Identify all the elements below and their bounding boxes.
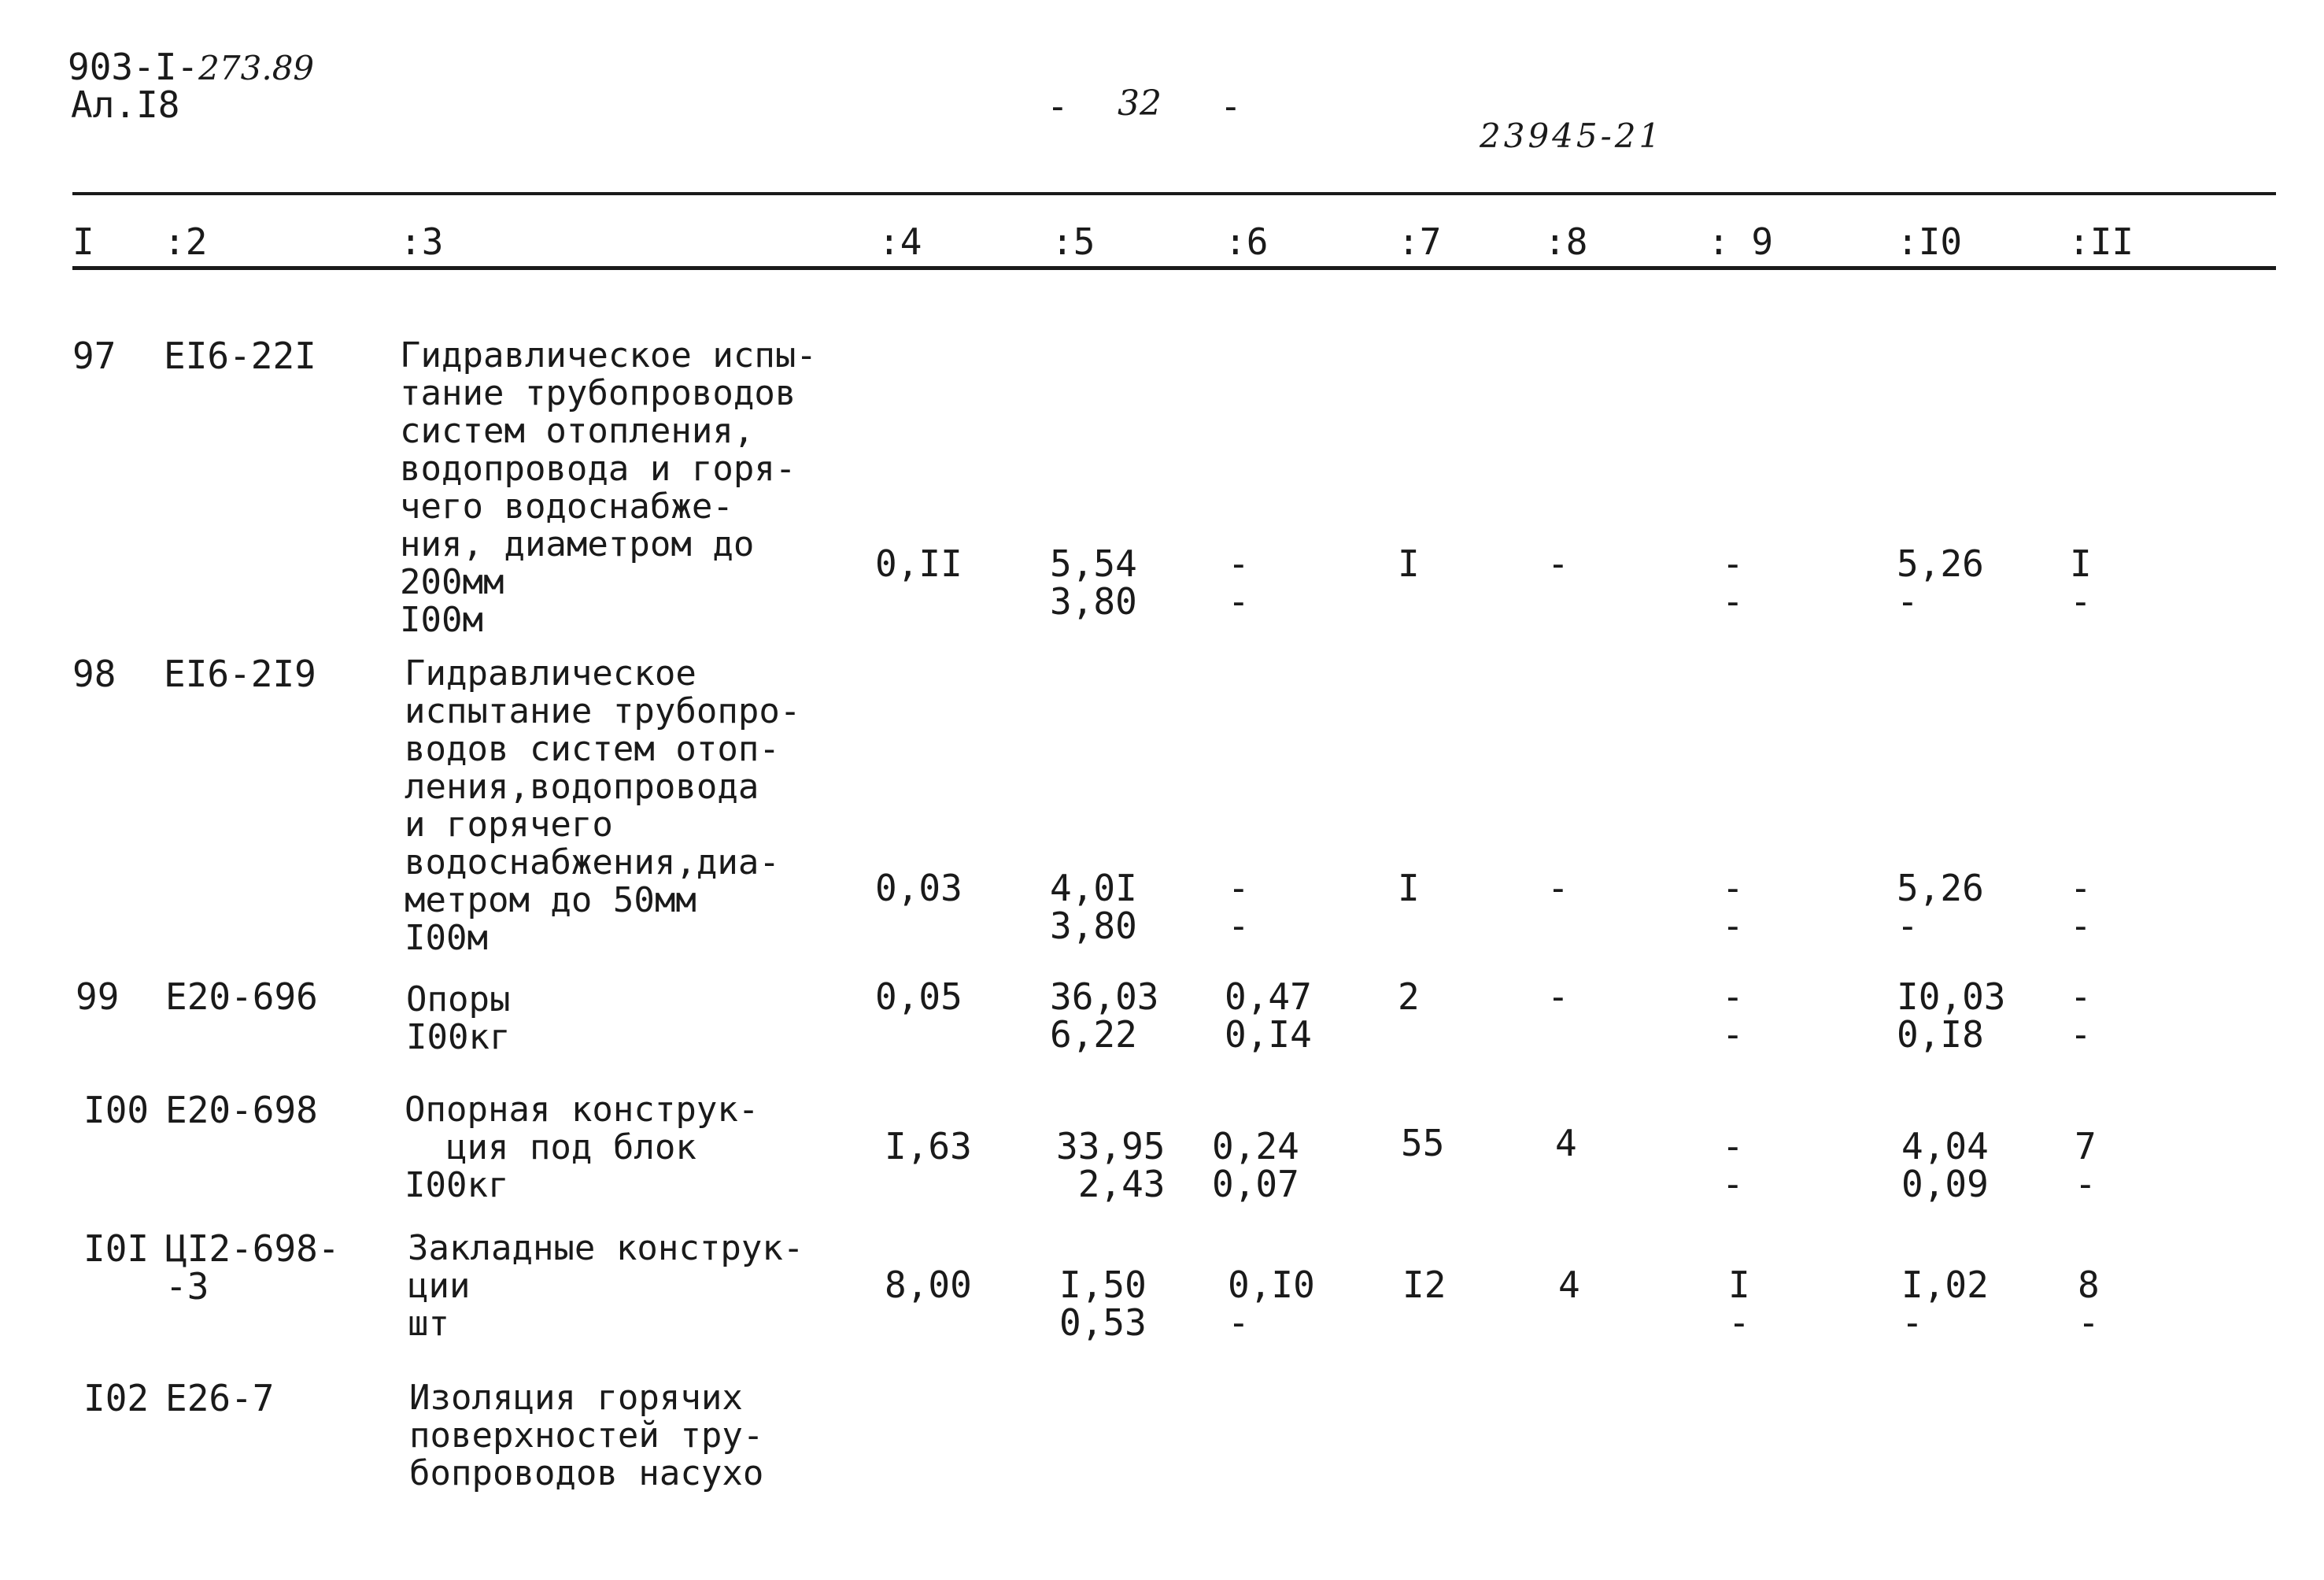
row-description: Гидравлическое испытание трубопро- водов систем отоп- ления,водопровода и горячего водоснабжения,диа- метром до 50мм I00м [405,653,801,958]
cell-col9: - - [1722,867,1744,947]
row-code: ЦI2-698- -3 [165,1227,340,1308]
cell-col11: 8 - [2078,1264,2100,1344]
cell-col10: 5,26 - [1897,542,1984,623]
cell-col5: 36,03 6,22 [1050,975,1159,1056]
row-number: I02 [83,1377,150,1419]
doc-code-prefix: 903-I- [68,46,199,88]
column-header: :5 [1051,220,1095,263]
doc-code-handwritten: 273.89 [198,49,315,87]
column-header: :7 [1398,220,1442,263]
cell-col11: - - [2070,867,2092,947]
sheet-label: Ал.I8 [71,83,180,126]
row-number: 99 [76,975,120,1018]
cell-col5: 33,95 2,43 [1056,1125,1166,1205]
cell-col10: 5,26 - [1897,867,1984,947]
cell-col9: I - [1728,1264,1750,1344]
doc-code [68,46,315,88]
row-description: Закладные конструк- ции шт [408,1228,804,1344]
row-description: Изоляция горячих поверхностей тру- бопроводов насухо [409,1378,764,1493]
row-code: E20-698 [165,1089,318,1131]
cell-col4: 0,II [875,542,962,585]
cell-col9: - - [1722,975,1744,1056]
cell-col9: - - [1722,542,1744,623]
cell-col6: 0,24 0,07 [1212,1125,1299,1205]
row-number: I0I [83,1227,150,1270]
cell-col7: 55 [1401,1122,1445,1164]
row-number: 97 [72,335,116,377]
row-number: 98 [72,653,116,695]
row-description: Опорная конструк- ция под блок I00кг [405,1090,759,1205]
page-dash-left: - [1047,85,1069,128]
cell-col5: I,50 0,53 [1059,1264,1147,1344]
column-header: :3 [400,220,444,263]
row-code: E26-7 [165,1377,275,1419]
cell-col6: 0,47 0,I4 [1225,975,1312,1056]
cell-col8: - [1547,975,1569,1018]
cell-col4: I,63 [885,1125,972,1167]
page-dash-right: - [1220,85,1242,128]
column-header: :4 [878,220,922,263]
header-rule [72,266,2276,270]
cell-col4: 0,03 [875,867,962,909]
cell-col7: I [1398,867,1420,909]
row-description: Опоры I00кг [406,979,511,1057]
row-code: E20-696 [165,975,318,1018]
cell-col5: 4,0I 3,80 [1050,867,1137,947]
cell-col8: - [1547,867,1569,909]
column-header: :6 [1225,220,1269,263]
column-header: :8 [1544,220,1588,263]
cell-col10: I0,03 0,I8 [1897,975,2006,1056]
cell-col7: I [1398,542,1420,585]
cell-col6: - - [1228,867,1250,947]
cell-col10: I,02 - [1901,1264,1989,1344]
cell-col4: 0,05 [875,975,962,1018]
row-description: Гидравлическое испы- тание трубопроводов систем отопления, водопровода и горя- чего водоснабже- ния, диаметром до 200мм I00м [400,335,817,640]
cell-col6: - - [1228,542,1250,623]
row-code: EI6-2I9 [164,653,316,695]
top-rule [72,192,2276,195]
cell-col7: 2 [1398,975,1420,1018]
cell-col6: 0,I0 - [1228,1264,1315,1344]
cell-col4: 8,00 [885,1264,972,1306]
column-header: I [72,220,94,263]
cell-col10: 4,04 0,09 [1901,1125,1989,1205]
cell-col11: I - [2070,542,2092,623]
row-code: EI6-22I [164,335,316,377]
cell-col11: - - [2070,975,2092,1056]
cell-col8: 4 [1555,1122,1577,1164]
cell-col8: - [1547,542,1569,585]
column-header: :II [2068,220,2134,263]
cell-col8: 4 [1558,1264,1580,1306]
stamp-number: 23945-21 [1480,117,1664,155]
page-number: 32 [1118,83,1162,124]
cell-col7: I2 [1402,1264,1446,1306]
cell-col11: 7 - [2075,1125,2097,1205]
cell-col9: - - [1722,1125,1744,1205]
column-header: : 9 [1708,220,1774,263]
column-header: :2 [164,220,208,263]
column-header: :I0 [1897,220,1963,263]
cell-col5: 5,54 3,80 [1050,542,1137,623]
row-number: I00 [83,1089,150,1131]
